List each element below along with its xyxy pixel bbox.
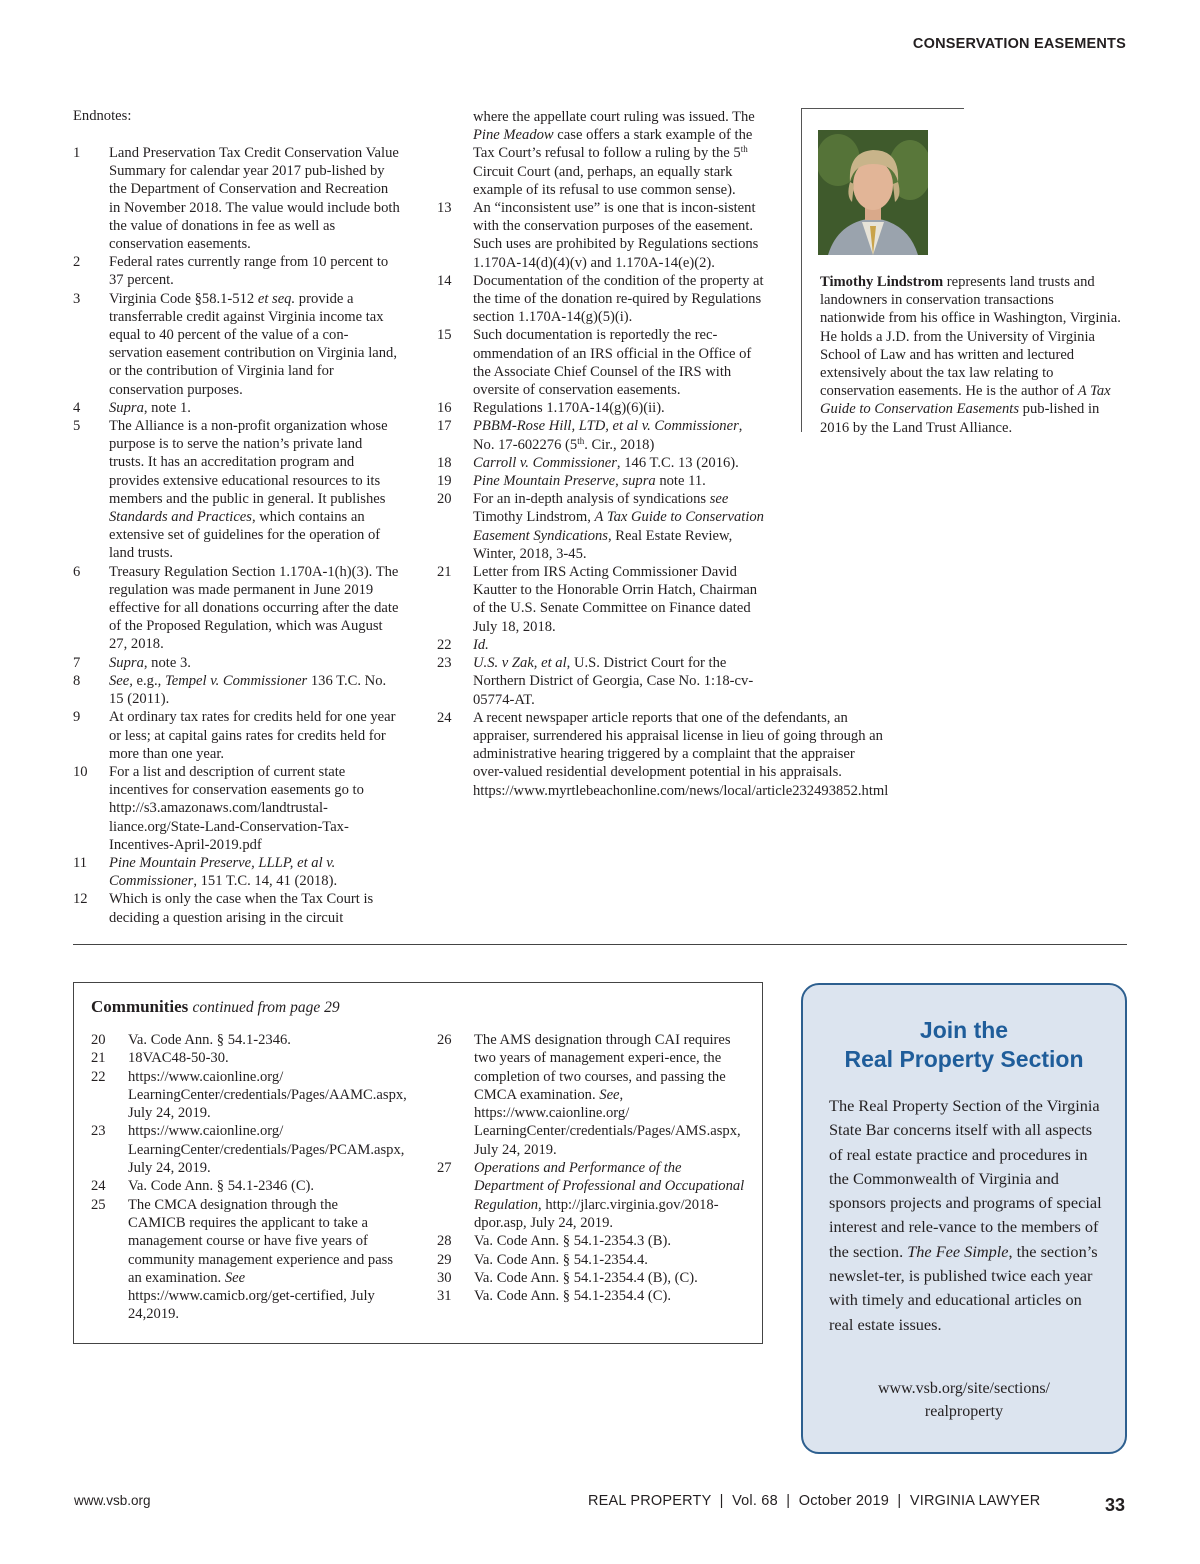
footer-magazine-info: REAL PROPERTY | Vol. 68 | October 2019 | VIRGINIA LAWYER [588,1493,1041,1509]
endnote-text: Supra, note 3. [109,654,191,671]
endnote-text: Carroll v. Commissioner, 146 T.C. 13 (2016). [473,454,739,471]
endnote-item [437,454,765,472]
endnote-number: 2 [73,254,81,271]
endnote-item [437,1251,747,1269]
endnote-number: 29 [437,1251,452,1268]
endnote-item [73,763,401,854]
endnote-item [437,1287,747,1305]
endnote-text: Documentation of the condition of the property at the time of the donation re-quired by Regulations section 1.170A-14(g)(5)(i). [473,272,764,326]
endnote-number: 3 [73,290,81,307]
endnote-number: 31 [437,1288,452,1305]
endnotes-title: Endnotes: [73,108,132,124]
endnote-item [437,417,765,453]
endnote-text: Id. [473,636,489,653]
endnote-text: Operations and Performance of the Department of Professional and Occupational Regulation, http://jlarc.virginia.gov/2018-dpor.asp, July 24, 2019. [474,1160,745,1231]
endnote-number: 18 [437,454,452,471]
endnote-number: 23 [437,655,452,672]
endnote-number: 21 [437,564,452,581]
endnote-text: Letter from IRS Acting Commissioner David Kautter to the Honorable Orrin Hatch, Chairman of the U.S. Senate Committee on Finance dated July 18, 2018. [473,564,758,635]
endnote-item [91,1122,405,1177]
endnote-number: 24 [91,1178,106,1195]
endnote-number: 22 [91,1068,106,1085]
endnote-item [437,654,765,709]
endnote-item [437,1031,747,1159]
bio-divider-left [801,108,802,432]
endnote-item [91,1049,397,1067]
endnote-text: Federal rates currently range from 10 percent to 37 percent. [109,254,389,289]
endnote-text: At ordinary tax rates for credits held for one year or less; at capital gains rates for credits held for more than one year. [109,709,396,762]
endnote-number: 24 [437,709,452,726]
section-heading: CONSERVATION EASEMENTS [912,36,1126,52]
endnote-number: 11 [73,854,88,871]
join-section-title [801,1016,1127,1073]
endnote-number: 5 [73,418,81,435]
endnote-number: 16 [437,400,452,417]
endnote-item [73,290,401,399]
section-divider [73,944,1127,945]
endnote-item [73,654,401,672]
endnote-text: Treasury Regulation Section 1.170A-1(h)(3). The regulation was made permanent in June 2019 effective for all donations occurring after the date of the Proposed Regulation, which was August 27, 2018. [109,563,399,653]
newsletter-title: The Fee Simple [907,1241,1009,1261]
endnotes-column-2 [437,108,889,800]
endnote-item [91,1031,397,1049]
endnote-number: 20 [91,1032,106,1048]
endnote-number: 14 [437,272,452,289]
endnote-text: Va. Code Ann. § 54.1-2354.3 (B). [474,1233,672,1250]
endnote-number: 19 [437,473,452,490]
endnote-number: 1 [73,145,81,161]
join-title-line-2: Real Property Section [844,1045,1084,1072]
endnote-text: Va. Code Ann. § 54.1-2346 (C). [128,1178,315,1195]
endnote-text: Land Preservation Tax Credit Conservation Value Summary for calendar year 2017 pub-lished by the Department of Conservation and Recreation in November 2018. The value would include both the value of donations in fee as well as conservation easements. [109,145,400,253]
endnote-text: U.S. v Zak, et al, U.S. District Court for the Northern District of Georgia, Case No. 1:18-cv-05774-AT. [473,655,754,708]
author-bio-text: represents land trusts and landowners in conservation transactions nationwide from his office in Washington, Virginia. He holds a J.D. from the University of Virginia School of Law and has written and lectured extensively about the tax law relating to conservation easements. He is the author of [820,274,1121,400]
endnote-number: 23 [91,1123,106,1140]
endnote-number: 30 [437,1269,452,1286]
endnote-item [73,890,401,926]
endnote-item [437,1269,747,1287]
endnote-text: The Alliance is a non-profit organization whose purpose is to serve the nation’s private land trusts. It has an accreditation program and provides extensive educational resources to its members and the public in general. It publishes Standards and Practices, which contains an extensive set of guidelines for the operation of land trusts. [109,418,388,562]
endnote-text: 18VAC48-50-30. [128,1050,229,1067]
endnote-item [73,144,401,253]
endnote-number: 27 [437,1160,452,1177]
endnote-number: 21 [91,1050,106,1067]
endnote-continuation: where the appellate court ruling was issued. The Pine Meadow case offers a stark example of the Tax Court’s refusal to follow a ruling by the 5th Circuit Court (and, perhaps, an equally stark example of its refusal to use common sense). [473,109,755,198]
endnote-item [437,272,765,327]
communities-notes-column-2 [437,1031,747,1305]
endnote-item [91,1177,397,1195]
endnote-item [73,708,401,763]
endnote-text: See, e.g., Tempel v. Commissioner 136 T.C. No. 15 (2011). [109,672,387,708]
endnote-number: 25 [91,1196,106,1213]
page-number: 33 [1104,1495,1125,1515]
endnote-item [437,563,765,636]
endnote-number: 8 [73,672,81,689]
endnote-text: The CMCA designation through the CAMICB requires the applicant to take a management course or have five years of community management experience and pass an examination. See https://www.camicb.org/get-certified, July 24,2019. [128,1196,394,1323]
endnote-text: Regulations 1.170A-14(g)(6)(ii). [473,400,665,417]
endnote-number: 15 [437,327,452,344]
endnote-text: For an in-depth analysis of syndications see Timothy Lindstrom, A Tax Guide to Conservation Easement Syndications, Real Estate Review, Winter, 2018, 3-45. [473,491,764,562]
endnote-item [437,326,765,399]
endnote-text: PBBM-Rose Hill, LTD, et al v. Commissioner, No. 17-602276 (5th. Cir., 2018) [473,418,743,453]
endnote-text: Va. Code Ann. § 54.1-2354.4. [474,1251,648,1268]
endnote-item [437,490,765,563]
endnote-number: 10 [73,763,88,780]
endnote-item [73,417,401,563]
endnote-text: Supra, note 1. [109,399,191,416]
endnote-text: Such documentation is reportedly the rec-ommendation of an IRS official in the Office of the Associate Chief Counsel of the IRS with oversite of conservation easements. [473,327,752,399]
endnotes-column-1 [73,144,401,927]
endnote-number: 17 [437,418,452,435]
endnote-item [437,1159,747,1232]
endnote-number: 7 [73,654,81,671]
endnote-item [437,472,765,490]
endnote-text: For a list and description of current state incentives for conservation easements go to http://s3.amazonaws.com/landtrustal-liance.org/State-Land-Conservation-Tax-Incentives-April-2019.pdf [109,763,364,853]
endnote-number: 26 [437,1032,452,1048]
bio-divider-top [801,108,964,109]
author-book-title: A Tax Guide to Conservation Easements [820,383,1111,418]
endnote-item [437,399,765,417]
communities-continued-note: continued from page 29 [192,999,340,1016]
endnote-text: Virginia Code §58.1-512 et seq. provide a transferrable credit against Virginia income tax equal to 40 percent of the value of a con-servation easement contribution on Virginia land, or the contribution of Virginia land for conservation purposes. [109,290,397,398]
footer-website-link[interactable]: www.vsb.org [74,1493,151,1508]
endnote-item [73,399,401,417]
author-portrait-illustration [818,130,928,255]
endnote-text: An “inconsistent use” is one that is incon-sistent with the conservation purposes of the easement. Such uses are prohibited by Regulations sections 1.170A-14(d)(4)(v) and 1.170A-14(e)(2). [473,200,759,271]
endnote-text: Pine Mountain Preserve, LLLP, et al v. Commissioner, 151 T.C. 14, 41 (2018). [109,854,338,890]
author-bio [820,273,1122,437]
communities-title [91,997,340,1017]
endnote-text: https://www.caionline.org/ LearningCenter/credentials/Pages/AAMC.aspx, July 24, 2019. [128,1068,407,1122]
communities-heading: Communities [91,997,189,1016]
endnote-number: 4 [73,399,81,416]
endnote-item [91,1196,397,1324]
endnote-item [437,199,765,272]
endnote-text: A recent newspaper article reports that one of the defendants, an appraiser, surrendered his appraisal license in lieu of going through an administrative hearing triggered by a complaint that the appraiser over-valued residential development potential in his appraisals. https://www.myrtlebeachonline.com/news/local/article232493852.html [473,709,889,799]
endnote-number: 6 [73,563,81,580]
endnote-text: Va. Code Ann. § 54.1-2354.4 (C). [474,1288,672,1305]
endnote-number: 28 [437,1233,452,1250]
endnote-number: 12 [73,891,88,908]
endnote-text: Pine Mountain Preserve, supra note 11. [473,473,706,490]
endnote-text: Va. Code Ann. § 54.1-2346. [128,1032,291,1048]
endnote-text: Va. Code Ann. § 54.1-2354.4 (B), (C). [474,1269,698,1286]
join-title-line-1: Join the [919,1017,1009,1043]
endnote-item [73,672,401,708]
endnote-item [73,253,401,289]
endnote-item [437,709,889,800]
endnote-item [437,636,765,654]
endnote-item [91,1068,407,1123]
author-bio-text-end: pub-lished in 2016 by the Land Trust Alliance. [820,401,1100,436]
endnote-number: 13 [437,200,452,217]
endnote-item [437,1232,747,1250]
join-section-body: The Real Property Section of the Virginia State Bar concerns itself with all aspects of real estate practice and procedures in the Commonwealth of Virginia and sponsors projects and programs of special interest and rele-vance to the members of the section. The Fee Simple, the section’s newslet-ter, is published twice each year with timely and educational articles on real estate issues. [829,1096,1102,1334]
endnote-item [73,854,401,890]
endnote-number: 9 [73,709,81,726]
endnote-number: 20 [437,491,452,508]
endnote-text: The AMS designation through CAI requires two years of management experi-ence, the completion of two courses, and passing the CMCA examination. See, https://www.caionline.org/ LearningCenter/credentials/Pages/AMS.aspx, July 24, 2019. [474,1032,741,1158]
endnote-number: 22 [437,636,452,653]
communities-notes-column-1 [91,1031,407,1324]
endnote-text: https://www.caionline.org/ LearningCenter/credentials/Pages/PCAM.aspx, July 24, 2019. [128,1123,405,1177]
endnote-text: Which is only the case when the Tax Court is deciding a question arising in the circuit [109,891,374,926]
author-portrait-photo [818,130,928,255]
join-section-link[interactable]: www.vsb.org/site/sections/ realproperty [878,1380,1050,1420]
author-name: Timothy Lindstrom [820,274,944,290]
endnote-item [73,563,401,654]
